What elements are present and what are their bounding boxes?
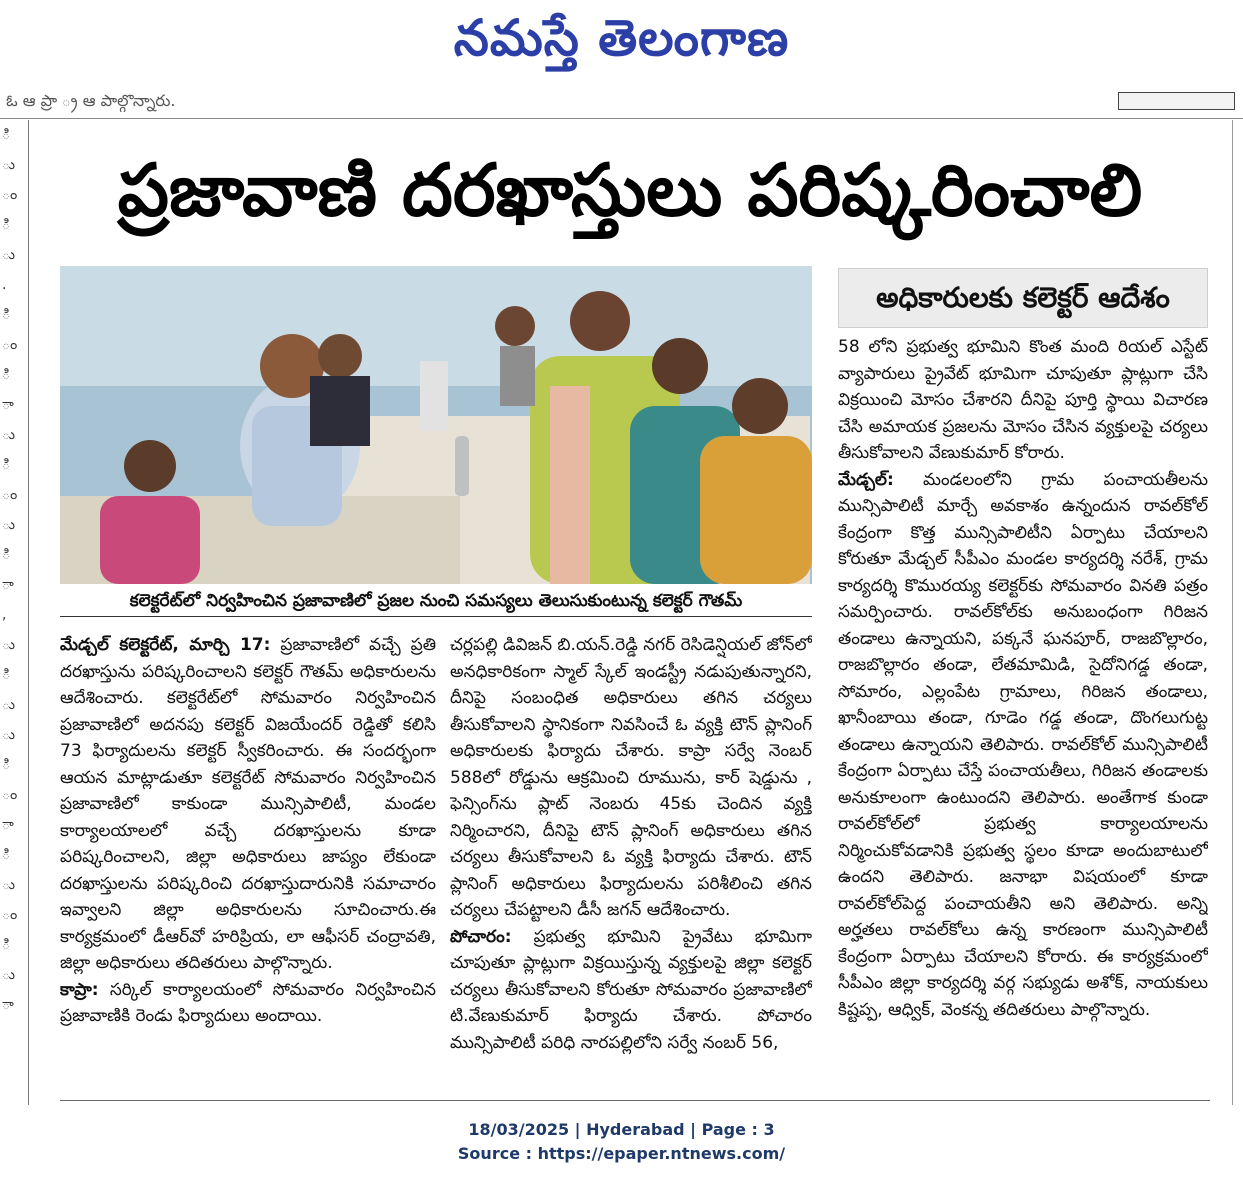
paragraph <box>450 924 812 1057</box>
article-subheadline: అధికారులకు కలెక్టర్‌ ఆదేశం <box>838 268 1208 328</box>
dateline: పోచారం: <box>450 926 512 947</box>
masthead <box>0 0 1243 80</box>
bottom-rule <box>60 1100 1210 1101</box>
dateline: కాప్రా: <box>60 979 99 1000</box>
newspaper-logo: నమస్తే తెలంగాణ <box>453 8 790 67</box>
right-rule <box>1232 120 1233 1105</box>
paragraph-text: ప్రజావాణిలో వచ్చే ప్రతి దరఖాస్తును పరిష్కరించాలని కలెక్టర్‌ గౌతమ్‌ అధికారులను ఆదేశించారు. కలెక్టరేట్‌లో సోమవారం నిర్వహించిన ప్రజావాణిలో అదనపు కలెక్టర్‌ విజయేందర్‌ రెడ్డితో కలిసి 73 ఫిర్యాదులను కలెక్టర్‌ స్వీకరించారు. ఈ సందర్భంగా ఆయన మాట్లాడుతూ కలెక్టరేట్‌ సోమవారం నిర్వహించిన ప్రజావాణిలో కాకుండా మున్సిపాలిటీ, మండల కార్యాలయాలలో వచ్చే దరఖాస్తులను కూడా పరిష్కరించాలని, జిల్లా అధికారులు జాప్యం లేకుండా దరఖాస్తులను పరిష్కరించి దరఖాస్తుదారునికి సమాచారం ఇవ్వాలని జిల్లా అధికారులను సూచించారు.ఈ కార్యక్రమంలో డీఆర్‌వో హరిప్రియ, లా ఆఫీసర్‌ చంద్రావతి, జిల్లా అధికారులు తదితరులు పాల్గొన్నారు. <box>60 635 436 973</box>
paragraph <box>450 632 812 924</box>
top-clipping-strip <box>0 88 1243 119</box>
paragraph <box>838 334 1208 467</box>
paragraph-text: సర్కిల్‌ కార్యాలయంలో సోమవారం నిర్వహించిన ప్రజావాణికి రెండు ఫిర్యాదులు అందాయి. <box>60 979 436 1026</box>
article-column-1 <box>60 632 436 1088</box>
photo-caption: కలెక్టరేట్‌లో నిర్వహించిన ప్రజావాణిలో ప్రజల నుంచి సమస్యలు తెలుసుకుంటున్న కలెక్టర్‌ గౌతమ్‌ <box>60 586 812 617</box>
date-box <box>1118 92 1235 110</box>
paragraph-text: ప్రభుత్వ భూమిని ప్రైవేటు భూమిగా చూపుతూ ప్లాట్లుగా విక్రయిస్తున్న వ్యక్తులపై జిల్లా కలెక్టర్‌ చర్యలు తీసుకోవాలని కోరుతూ సోమవారం ప్రజావాణిలో టి.వేణుకుమార్‌ ఫిర్యాదు చేశారు. పోచారం మున్సిపాలిటీ పరిధి నారపల్లిలోని సర్వే నంబర్‌ 56, <box>450 926 812 1053</box>
article-column-2 <box>450 632 812 1088</box>
article-column-3 <box>838 334 1208 1094</box>
page-footer <box>0 1118 1243 1178</box>
article-photo <box>60 266 812 584</box>
left-margin-clipping: ి ు ం ి ు . ి ం ి ా ు ి ం ు ి ా , ు ి ు ు ి ం ా ి ు ం ి ు ా <box>2 127 18 1013</box>
edition-info: 18/03/2025 | Hyderabad | Page : 3 <box>468 1120 775 1139</box>
adjacent-article-snippet: ఓ ఆ ప్రా ్ర ఆ పాల్గొన్నారు. <box>6 91 176 110</box>
article-headline: ప్రజావాణి దరఖాస్తులు పరిష్కరించాలి <box>117 148 1143 232</box>
photo-illustration <box>60 266 812 584</box>
source-link[interactable]: Source : https://epaper.ntnews.com/ <box>457 1144 786 1163</box>
paragraph <box>60 977 436 1030</box>
paragraph <box>838 467 1208 1024</box>
paragraph <box>60 632 436 977</box>
paragraph-text: మండలంలోని గ్రామ పంచాయతీలను మున్సిపాలిటీ మార్చే అవకాశం ఉన్నందున రావల్‌కోల్‌ కేంద్రంగా కొత్త మున్సిపాలిటీని ఏర్పాటు చేయాలని కోరుతూ మేడ్చల్‌ సీపీఎం మండల కార్యదర్శి నరేశ్‌, గ్రామ కార్యదర్శి కొమురయ్య కలెక్టర్‌కు సోమవారం వినతి పత్రం సమర్పించారు. రావల్‌కోల్‌కు అనుబంధంగా గిరిజన తండాలు ఉన్నాయని, పక్కనే ఘనపూర్‌, రాజబొల్లారం, రాజబొల్లారం తండా, లేతమామిడి, సైదోనిగడ్డ తండా, సోమారం, ఎల్లంపేట గ్రామాలు, గిరిజన తండాలు, ఖానీంబాయి తండా, గూడెం గడ్డ తండా, దొంగలుగుట్ట తండాలు ఉన్నాయని తెలిపారు. రావల్‌కోల్‌ మున్సిపాలిటీ కేంద్రంగా ఏర్పాటు చేస్తే పంచాయతీలు, గిరిజన తండాలకు అనుకూలంగా ఉంటుందని తెలిపారు. అంతేగాక కుండా రావల్‌కోల్‌లో ప్రభుత్వ కార్యాలయాలను నిర్మించుకోవడానికి ప్రభుత్వ స్థలం కూడా అందుబాటులో ఉందని తెలిపారు. జనాభా విషయంలో కూడా రావల్‌కోల్‌పెద్ద పంచాయతీని అని తెలిపారు. అన్ని అర్హతలు రావల్‌కోలు ఉన్న కారణంగా మున్సిపాలిటీ కేంద్రంగా ఏర్పాటు చేయాలని కోరారు. ఈ కార్యక్రమంలో సీపీఎం జిల్లా కార్యదర్శి వర్గ సభ్యుడు అశోక్‌, నాయకులు కిష్టప్ప, ఆధ్విక్‌, వెంకన్న తదితరులు పాల్గొన్నారు. <box>838 469 1208 1020</box>
paragraph-text: 58 లోని ప్రభుత్వ భూమిని కొంత మంది రియల్‌ ఎస్టేట్‌ వ్యాపారులు ప్రైవేట్‌ భూమిగా చూపుతూ ప్లాట్లుగా చేసి విక్రయించి మోసం చేశారని దీనిపై పూర్తి స్థాయి విచారణ చేసి అమాయక ప్రజలను మోసం చేసిన వ్యక్తులపై చర్యలు తీసుకోవాలని వేణుకుమార్‌ కోరారు. <box>838 337 1208 463</box>
left-rule <box>28 120 29 1105</box>
paragraph-text: చర్లపల్లి డివిజన్‌ బి.యన్‌.రెడ్డి నగర్‌ రెసిడెన్షియల్‌ జోన్‌లో అనధికారికంగా స్మాల్‌ స్కేల్‌ ఇండస్ట్రీ నడుపుతున్నారని, దీనిపై సంబంధిత అధికారులు తగిన చర్యలు తీసుకోవాలని స్థానికంగా నివసించే ఓ వ్యక్తి టౌన్‌ ప్లానింగ్‌ అధికారులకు ఫిర్యాదు చేశారు. కాప్రా సర్వే నెంబర్‌ 588లో రోడ్డును ఆక్రమించి రూమును, కార్‌ షెడ్డును , ఫెన్సింగ్‌ను ప్లాట్‌ నెంబరు 45కు చెందిన వ్యక్తి నిర్మించారని, దీనిపై టౌన్‌ ప్లానింగ్‌ అధికారులు తగిన చర్యలు తీసుకోవాలని ఓ వ్యక్తి ఫిర్యాదు చేశారు. టౌన్‌ ప్లానింగ్‌ అధికారులు ఫిర్యాదులను పరిశీలించి తగిన చర్యలు చేపట్టాలని డీసీ జగన్‌ ఆదేశించారు. <box>450 635 812 920</box>
dateline: మేడ్చల్‌ కలెక్టరేట్‌, మార్చి 17: <box>60 635 271 655</box>
dateline: మేడ్చల్‌: <box>838 469 894 490</box>
